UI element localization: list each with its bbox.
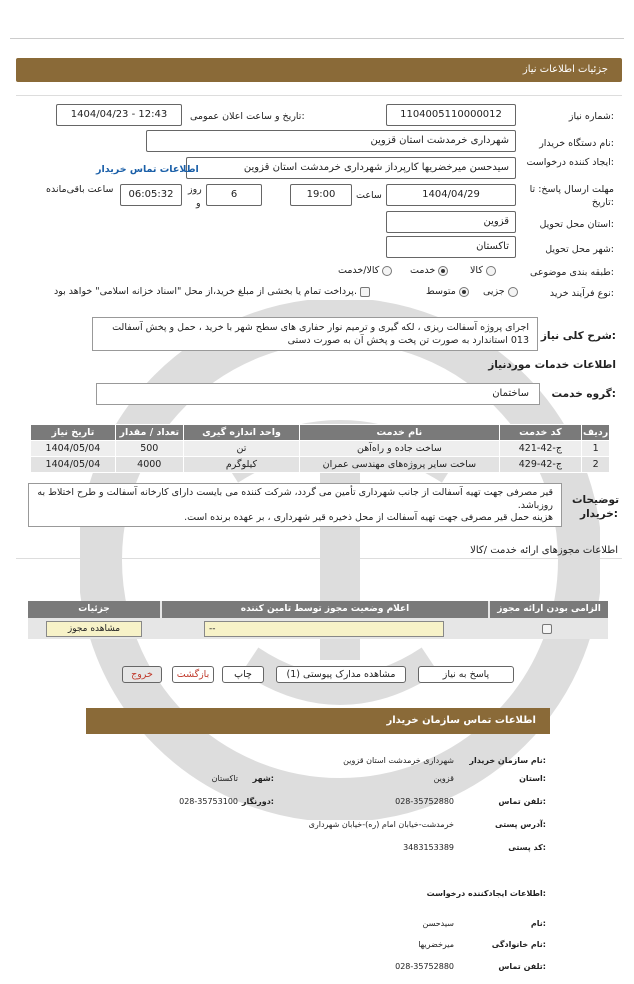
contact-org: شهرداری خرمدشت استان قزوین bbox=[343, 756, 454, 765]
creator-first-name-label: نام: bbox=[530, 919, 546, 928]
creator-last-name: میرخضریها bbox=[418, 940, 454, 949]
table-row: 2 ج-42-429 ساخت سایر پروژه‌های مهندسی عمران کیلوگرم 4000 1404/05/04 bbox=[31, 457, 610, 473]
deadline-date-field: 1404/04/29 bbox=[386, 184, 516, 206]
category-option-service[interactable]: خدمت bbox=[410, 265, 448, 276]
permit-required-checkbox[interactable] bbox=[542, 624, 552, 634]
buyer-notes-field: قیر مصرفی جهت تهیه آسفالت از جانب شهرداری تأمین می گردد، شرکت کننده می بایست دارای کارخانه آسفالت و طرح اختلاط به روزباشد. هزینه حمل قیر مصرفی جهت تهیه آسفالت از محل ذخیره قیر شهرداری ، بر عهده برنده است. bbox=[28, 483, 562, 527]
service-group-label: گروه خدمت: bbox=[551, 388, 616, 400]
exit-button[interactable]: خروج bbox=[122, 666, 162, 683]
contact-postal-label: کد پستی: bbox=[508, 843, 546, 852]
contact-city-label: شهر: bbox=[252, 774, 274, 783]
and-label: و bbox=[196, 198, 201, 209]
need-number-field: 1104005110000012 bbox=[386, 104, 516, 126]
buyer-org-label: نام دستگاه خریدار: bbox=[539, 138, 614, 149]
time-label: ساعت bbox=[356, 190, 382, 201]
contact-org-label: نام سازمان خریدار: bbox=[469, 756, 546, 765]
days-label: روز bbox=[188, 184, 202, 195]
creator-phone-label: تلفن تماس: bbox=[498, 962, 546, 971]
col-name: نام خدمت bbox=[300, 425, 499, 441]
city-field: تاکستان bbox=[386, 236, 516, 258]
category-option-goods[interactable]: کالا bbox=[470, 265, 496, 276]
col-row: ردیف bbox=[582, 425, 610, 441]
description-field: اجرای پروژه آسفالت ریزی ، لکه گیری و ترمیم نوار حفاری های سطح شهر با خرید ، حمل و پخش آسفالت 013 استاندارد به صورت تن پخت و پخش آن به صورت دستی bbox=[92, 317, 538, 351]
permits-col-status: اعلام وضعیت مجوز توسط تامین کننده bbox=[162, 601, 488, 618]
attachments-button[interactable]: مشاهده مدارک پیوستی (1) bbox=[276, 666, 406, 683]
need-number-label: شماره نیاز: bbox=[568, 111, 614, 122]
contact-title: اطلاعات تماس سازمان خریدار bbox=[86, 708, 550, 734]
buyer-org-field: شهرداری خرمدشت استان قزوین bbox=[146, 130, 516, 152]
col-qty: تعداد / مقدار bbox=[115, 425, 183, 441]
remaining-label: ساعت باقی‌مانده bbox=[46, 184, 114, 195]
buyer-contact-link[interactable]: اطلاعات تماس خریدار bbox=[96, 164, 199, 175]
process-option-minor[interactable]: جزیی bbox=[483, 286, 518, 297]
services-heading: اطلاعات خدمات موردنیاز bbox=[488, 359, 616, 371]
top-divider bbox=[10, 38, 624, 39]
contact-postal: 3483153389 bbox=[403, 843, 454, 852]
services-table bbox=[30, 424, 610, 473]
permits-col-details: جزئیات bbox=[28, 601, 160, 618]
announce-field: 1404/04/23 - 12:43 bbox=[56, 104, 182, 126]
contact-phone: 028-35752880 bbox=[395, 797, 454, 806]
announce-label: تاریخ و ساعت اعلان عمومی: bbox=[190, 111, 305, 122]
contact-phone-label: تلفن تماس: bbox=[498, 797, 546, 806]
permit-status-field[interactable]: -- bbox=[204, 621, 444, 637]
permits-col-required: الزامی بودن ارائه مجوز bbox=[490, 601, 608, 618]
remaining-time-field: 06:05:32 bbox=[120, 184, 182, 206]
print-button[interactable]: چاپ bbox=[222, 666, 264, 683]
service-group-field: ساختمان bbox=[96, 383, 540, 405]
deadline-label: مهلت ارسال پاسخ: تا تاریخ: bbox=[529, 184, 614, 208]
permits-heading: اطلاعات مجوزهای ارائه خدمت /کالا bbox=[470, 545, 618, 556]
page-title: جزئیات اطلاعات نیاز bbox=[16, 58, 622, 82]
buyer-notes-label: توضیحات خریدار: bbox=[572, 494, 620, 520]
days-field: 6 bbox=[206, 184, 262, 206]
creator-last-name-label: نام خانوادگی: bbox=[491, 940, 546, 949]
contact-fax: 028-35753100 bbox=[179, 797, 238, 806]
description-label: شرح کلی نیاز: bbox=[540, 330, 616, 342]
contact-city: تاکستان bbox=[211, 774, 238, 783]
back-button[interactable]: بازگشت bbox=[172, 666, 214, 683]
province-field: قزوین bbox=[386, 211, 516, 233]
contact-fax-label: دورنگار: bbox=[241, 797, 274, 806]
contact-address: خرمدشت-خیابان امام (ره)-خیابان شهرداری bbox=[308, 820, 454, 829]
city-label: شهر محل تحویل: bbox=[545, 244, 614, 255]
contact-address-label: آدرس پستی: bbox=[495, 820, 546, 829]
process-label: نوع فرآیند خرید: bbox=[549, 288, 614, 299]
creator-phone: 028-35752880 bbox=[395, 962, 454, 971]
contact-province-label: استان: bbox=[519, 774, 546, 783]
creator-label: ایجاد کننده درخواست: bbox=[526, 157, 614, 168]
category-label: طبقه بندی موضوعی: bbox=[529, 267, 614, 278]
view-permit-button[interactable]: مشاهده مجوز bbox=[46, 621, 142, 637]
creator-field: سیدحسن میرخضریها کارپرداز شهرداری خرمدشت استان قزوین bbox=[186, 157, 516, 179]
permits-table bbox=[28, 601, 608, 639]
reply-button[interactable]: پاسخ به نیاز bbox=[418, 666, 514, 683]
col-date: تاریخ نیاز bbox=[31, 425, 116, 441]
process-option-medium[interactable]: متوسط bbox=[426, 286, 469, 297]
table-row: 1 ج-42-421 ساخت جاده و راه‌آهن تن 500 1404/05/04 bbox=[31, 441, 610, 457]
creator-heading: اطلاعات ایجادکننده درخواست: bbox=[426, 889, 546, 898]
col-unit: واحد اندازه گیری bbox=[183, 425, 300, 441]
contact-province: قزوین bbox=[433, 774, 454, 783]
province-label: استان محل تحویل: bbox=[539, 219, 614, 230]
creator-first-name: سیدحسن bbox=[422, 919, 454, 928]
col-code: کد خدمت bbox=[499, 425, 582, 441]
category-option-both[interactable]: کالا/خدمت bbox=[338, 265, 392, 276]
payment-note[interactable]: پرداخت تمام یا بخشی از مبلغ خرید،از محل "اسناد خزانه اسلامی" خواهد بود. bbox=[54, 286, 370, 297]
deadline-time-field: 19:00 bbox=[290, 184, 352, 206]
